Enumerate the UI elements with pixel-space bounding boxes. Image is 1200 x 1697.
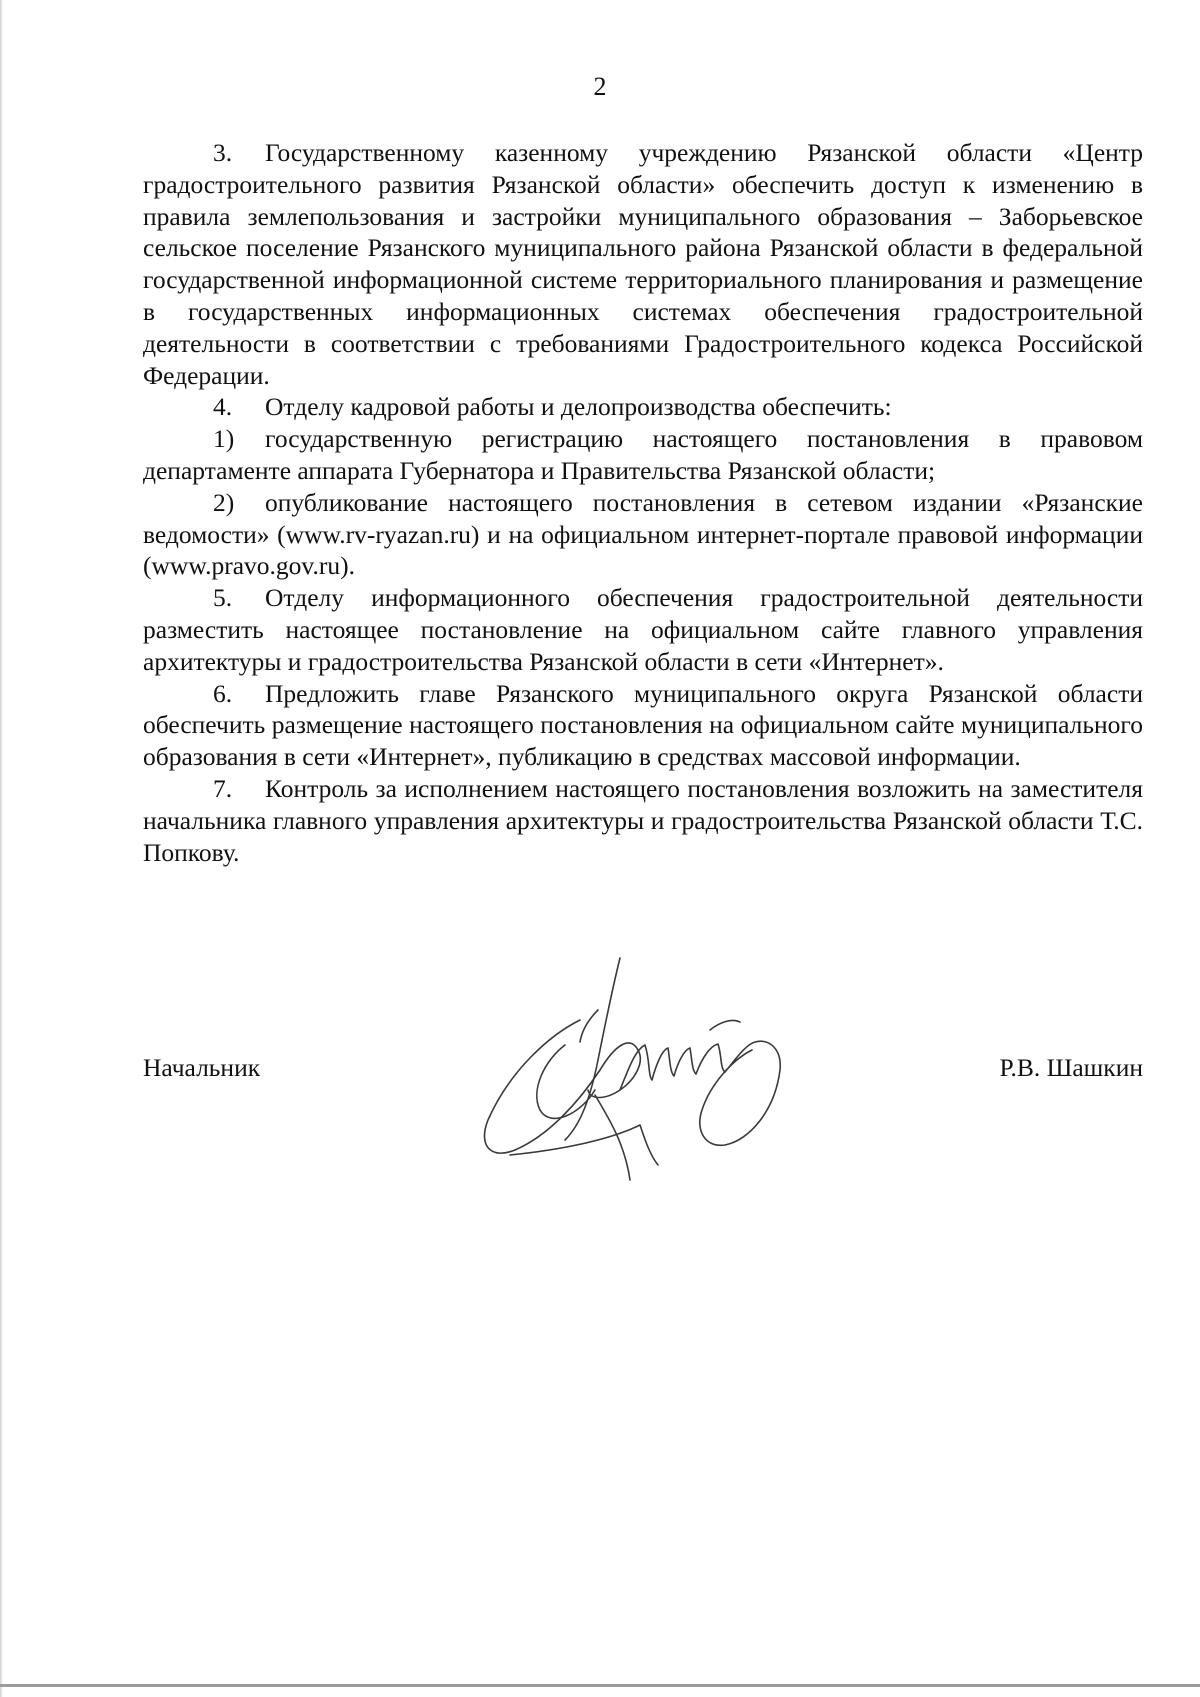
paragraph-text: государственную регистрацию настоящего постановления в правовом департаменте аппарата Губернатора и Правительства Рязанской области; — [143, 424, 1143, 485]
paragraph-3 — [143, 137, 1143, 391]
paragraph-number: 7. — [213, 773, 233, 803]
document-body — [143, 137, 1143, 868]
paragraph-4-1 — [143, 423, 1143, 487]
paragraph-number: 2) — [213, 487, 235, 517]
signatory-position: Начальник — [143, 1053, 261, 1082]
paragraph-6 — [143, 678, 1143, 773]
paragraph-number: 1) — [213, 424, 235, 454]
page-number: 2 — [593, 72, 607, 101]
paragraph-text: Отделу кадровой работы и делопроизводства обеспечить: — [265, 392, 892, 422]
scan-edge-left — [0, 0, 3, 1697]
paragraph-7 — [143, 773, 1143, 868]
paragraph-text: Контроль за исполнением настоящего постановления возложить на заместителя начальника главного управления архитектуры и градостроительства Рязанской области Т.С. Попкову. — [143, 773, 1143, 867]
paragraph-text: опубликование настоящего постановления в сетевом издании «Рязанские ведомости» (www.rv-ryazan.ru) и на официальном интернет-портале правовой информации (www.pravo.gov.ru). — [143, 487, 1143, 581]
paragraph-number: 4. — [213, 392, 233, 422]
paragraph-4 — [143, 391, 1143, 423]
paragraph-number: 6. — [213, 678, 233, 708]
handwritten-signature — [470, 950, 820, 1190]
paragraph-text: Государственному казенному учреждению Рязанской области «Центр градостроительного развития Рязанской области» обеспечить доступ к изменению в правила землепользования и застройки муниципального образования – Заборьевское сельское поселение Рязанского муниципального района Рязанской области в федеральной государственной информационной системе территориального планирования и размещение в государственных информационных системах обеспечения градостроительной деятельности в соответствии с требованиями Градостроительного кодекса Российской Федерации. — [143, 138, 1143, 390]
paragraph-5 — [143, 582, 1143, 677]
paragraph-text: Предложить главе Рязанского муниципального округа Рязанской области обеспечить размещение настоящего постановления на официальном сайте муниципального образования в сети «Интернет», публикацию в средствах массовой информации. — [143, 678, 1143, 772]
signatory-name: Р.В. Шашкин — [999, 1053, 1143, 1082]
scan-edge-bottom — [0, 1684, 1200, 1687]
paragraph-4-2 — [143, 487, 1143, 582]
paragraph-number: 3. — [213, 138, 233, 167]
paragraph-number: 5. — [213, 583, 233, 613]
paragraph-text: Отделу информационного обеспечения градостроительной деятельности разместить настоящее постановление на официальном сайте главного управления архитектуры и градостроительства Рязанской области в сети «Интернет». — [143, 583, 1143, 676]
